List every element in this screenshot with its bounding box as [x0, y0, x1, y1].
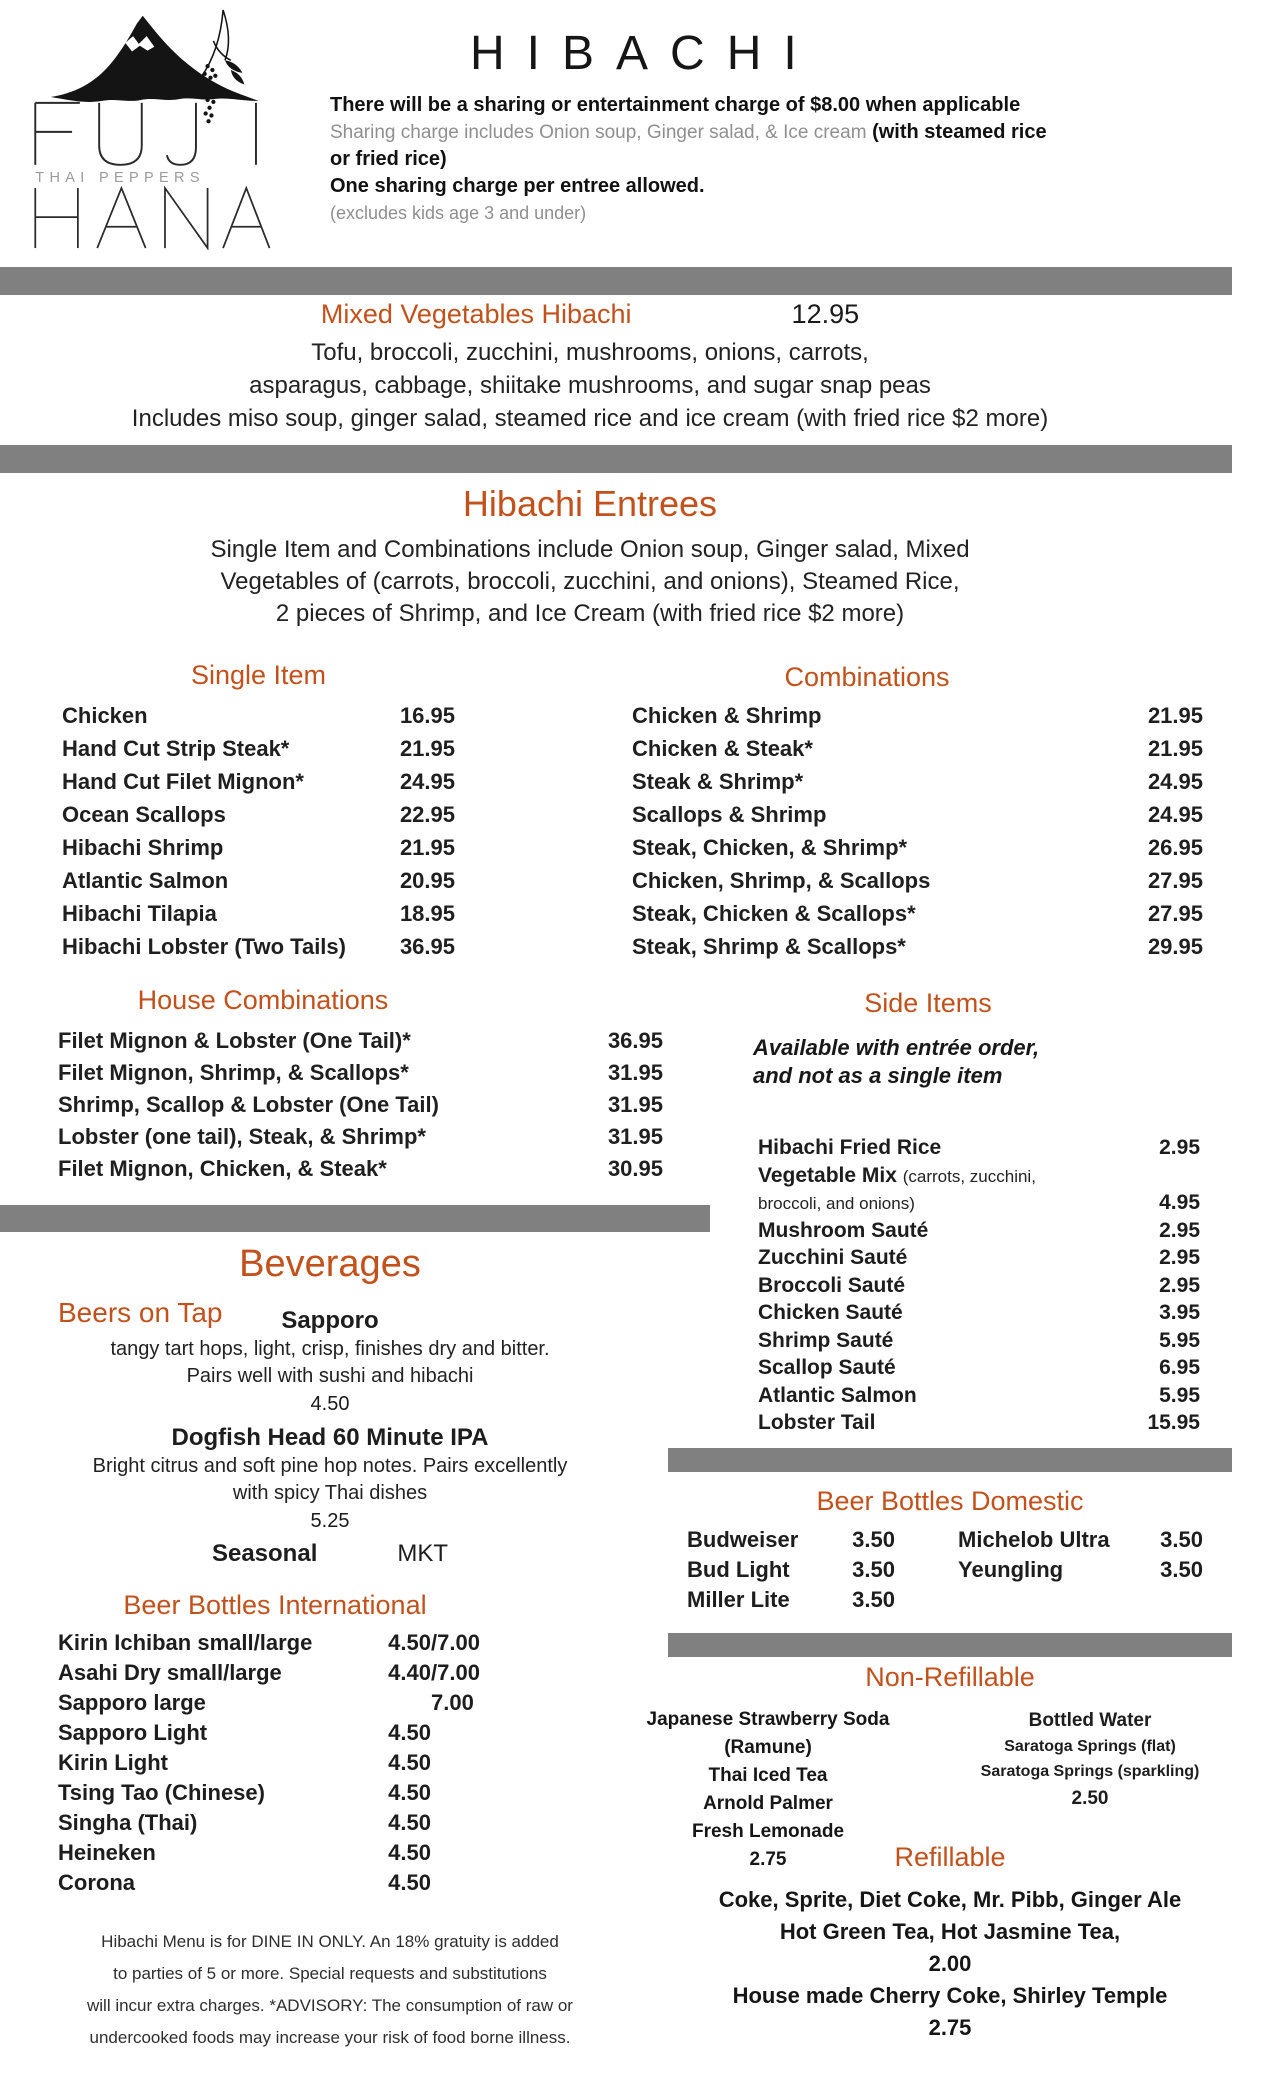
mixed-veg-description	[0, 336, 1180, 435]
drink-line: 2.75	[749, 1849, 787, 1870]
item-name: Filet Mignon & Lobster (One Tail)*	[58, 1028, 411, 1053]
logo-hana-letters	[35, 188, 269, 248]
menu-item-row	[758, 1246, 1200, 1274]
drink-line: Coke, Sprite, Diet Coke, Mr. Pibb, Ginger Ale	[718, 1887, 1182, 1912]
beer-bottles-domestic-heading: Beer Bottles Domestic	[816, 1486, 1084, 1516]
refillable-heading: Refillable	[894, 1842, 1006, 1872]
beer-price: 5.25	[310, 1510, 350, 1532]
single-item-list	[62, 703, 455, 967]
item-price: 24.95	[1147, 802, 1203, 827]
side-items-list	[758, 1136, 1200, 1439]
item-name: Shrimp Sauté	[758, 1328, 894, 1352]
item-name: Chicken Sauté	[758, 1301, 903, 1324]
item-name: Sapporo Light	[58, 1720, 208, 1745]
logo-thai-peppers: THAI PEPPERS	[35, 170, 205, 187]
beer-description: Bright citrus and soft pine hop notes. Pairs excellently	[92, 1455, 568, 1477]
item-price: 18.95	[399, 901, 455, 926]
non-refillable-col2	[955, 1708, 1225, 1810]
item-price: 2.95	[1159, 1246, 1200, 1269]
item-detail: broccoli, and onions)	[758, 1194, 915, 1213]
fuji-hana-logo-art	[22, 8, 277, 250]
menu-item-row	[58, 1840, 495, 1870]
item-price: 2.95	[1159, 1218, 1200, 1242]
item-price: 26.95	[1147, 835, 1203, 860]
item-price: 5.95	[1159, 1328, 1200, 1352]
international-beer-list	[58, 1630, 495, 1900]
item-name: Budweiser	[687, 1527, 799, 1552]
menu-item-row	[632, 769, 1203, 802]
beer-price: MKT	[397, 1540, 449, 1567]
beers-on-tap-list	[0, 1306, 660, 1568]
item-name: Filet Mignon, Shrimp, & Scallops*	[58, 1060, 409, 1085]
beer-description: with spicy Thai dishes	[232, 1482, 428, 1504]
item-price: 3.50	[1160, 1557, 1203, 1582]
item-price: 24.95	[399, 769, 455, 794]
divider-bar-entrees	[0, 445, 1232, 473]
combinations-heading: Combinations	[784, 662, 950, 692]
divider-bar-domestic-bottom	[668, 1633, 1232, 1657]
menu-item-row	[687, 1587, 895, 1617]
drink-line: House made Cherry Coke, Shirley Temple	[732, 1983, 1168, 2008]
item-price: 29.95	[1147, 934, 1203, 959]
menu-item-row	[632, 901, 1203, 934]
drink-line: Saratoga Springs (flat)	[1004, 1738, 1176, 1755]
menu-item-row	[62, 703, 455, 736]
item-name: Broccoli Sauté	[758, 1273, 906, 1297]
item-name: Hibachi Tilapia	[62, 901, 217, 926]
domestic-beer-col2	[958, 1527, 1203, 1587]
beer-name: Dogfish Head 60 Minute IPA	[171, 1424, 489, 1451]
item-name: Chicken & Shrimp	[632, 703, 822, 728]
divider-bar-domestic-top	[668, 1448, 1232, 1472]
item-price: 22.95	[399, 802, 455, 827]
item-price: 21.95	[1147, 736, 1203, 761]
footer-line: will incur extra charges. *ADVISORY: The consumption of raw or	[87, 1996, 573, 2015]
menu-item-row	[632, 868, 1203, 901]
description-line: Vegetables of (carrots, broccoli, zucchini, and onions), Steamed Rice,	[220, 568, 960, 595]
item-name: Lobster Tail	[758, 1411, 876, 1434]
item-price-small: 4.40	[388, 1660, 431, 1685]
item-price: 3.50	[852, 1587, 895, 1612]
menu-item-row	[758, 1191, 1200, 1219]
item-price: 36.95	[399, 934, 455, 959]
item-name: Yeungling	[958, 1557, 1064, 1582]
item-price: 4.95	[1159, 1191, 1200, 1214]
sharing-includes-line: Sharing charge includes Onion soup, Ginger salad, & Ice cream (with steamed rice or fried rice)	[330, 121, 1047, 170]
item-price: 6.95	[1159, 1356, 1200, 1379]
item-name: Ocean Scallops	[62, 802, 226, 827]
beer-bottles-international-heading: Beer Bottles International	[123, 1590, 427, 1620]
item-name: Steak, Shrimp & Scallops*	[632, 934, 906, 959]
seasonal-beer-row	[0, 1540, 660, 1568]
item-price-large: 7.00	[431, 1690, 474, 1715]
item-name: Filet Mignon, Chicken, & Steak*	[58, 1156, 387, 1181]
menu-item-row	[758, 1219, 1200, 1247]
beer-description: Pairs well with sushi and hibachi	[186, 1365, 474, 1387]
description-line: Tofu, broccoli, zucchini, mushrooms, onions, carrots,	[311, 339, 869, 366]
drink-line: 2.00	[928, 1951, 972, 1976]
description-line: Single Item and Combinations include Onion soup, Ginger salad, Mixed	[210, 536, 970, 563]
item-name: Heineken	[58, 1840, 156, 1865]
menu-item-row	[632, 934, 1203, 967]
menu-item-row	[632, 835, 1203, 868]
description-line: asparagus, cabbage, shiitake mushrooms, and sugar snap peas	[249, 372, 931, 399]
divider-bar-top	[0, 267, 1232, 295]
item-name: Singha (Thai)	[58, 1810, 198, 1835]
item-price-small: 4.50	[388, 1720, 431, 1745]
drink-line: Japanese Strawberry Soda (Ramune)	[646, 1709, 890, 1758]
menu-item-row	[58, 1690, 495, 1720]
description-line: 2 pieces of Shrimp, and Ice Cream (with fried rice $2 more)	[275, 600, 905, 627]
beer-description: tangy tart hops, light, crisp, finishes dry and bitter.	[110, 1338, 550, 1360]
drink-line: Fresh Lemonade	[691, 1821, 845, 1842]
logo-fuji-letters	[35, 103, 256, 165]
item-name: Kirin Ichiban small/large	[58, 1630, 313, 1655]
non-refillable-heading: Non-Refillable	[865, 1662, 1035, 1692]
item-price-small: 4.50	[388, 1840, 431, 1865]
entrees-description	[0, 534, 1180, 630]
blossom-branch-icon	[201, 10, 231, 78]
item-price: 31.95	[607, 1060, 663, 1085]
item-price: 3.50	[1160, 1527, 1203, 1552]
house-combinations-list	[58, 1028, 663, 1188]
item-name: Steak & Shrimp*	[632, 769, 804, 794]
description-line: Includes miso soup, ginger salad, steamed rice and ice cream (with fried rice $2 more)	[131, 405, 1049, 432]
item-price-small: 4.50	[388, 1750, 431, 1775]
menu-item-row	[758, 1164, 1200, 1192]
tap-beer-entry	[0, 1423, 660, 1535]
item-name: Atlantic Salmon	[758, 1383, 917, 1407]
menu-item-row	[58, 1780, 495, 1810]
menu-item-row	[758, 1356, 1200, 1384]
item-price: 21.95	[399, 736, 455, 761]
item-price: 2.95	[1159, 1273, 1200, 1297]
menu-item-row	[62, 769, 455, 802]
single-item-heading: Single Item	[190, 660, 327, 690]
menu-item-row	[58, 1810, 495, 1840]
one-charge-line: One sharing charge per entree allowed.	[330, 175, 705, 197]
drink-line: Saratoga Springs (sparkling)	[980, 1763, 1200, 1780]
side-items-note: Available with entrée order, and not as a single item	[753, 1035, 1040, 1088]
footer-line: to parties of 5 or more. Special requests and substitutions	[113, 1964, 547, 1983]
menu-item-row	[58, 1870, 495, 1900]
item-price: 21.95	[1147, 703, 1203, 728]
item-name: Zucchini Sauté	[758, 1246, 908, 1269]
item-name: Hibachi Lobster (Two Tails)	[62, 934, 346, 959]
item-name: Shrimp, Scallop & Lobster (One Tail)	[58, 1092, 439, 1117]
item-name: Michelob Ultra	[958, 1527, 1110, 1552]
menu-item-row	[58, 1720, 495, 1750]
side-items-heading: Side Items	[864, 988, 992, 1018]
item-price: 21.95	[399, 835, 455, 860]
restaurant-logo	[22, 8, 277, 250]
drink-price: 2.50	[1071, 1788, 1109, 1809]
footer-disclaimer	[30, 1926, 630, 2054]
item-name: Vegetable Mix	[758, 1163, 903, 1187]
item-name: Miller Lite	[687, 1587, 790, 1612]
item-price: 20.95	[399, 868, 455, 893]
beer-name: Seasonal	[211, 1540, 318, 1567]
mixed-veg-title: Mixed Vegetables Hibachi	[320, 299, 632, 329]
menu-item-row	[958, 1557, 1203, 1587]
item-price: 3.50	[852, 1557, 895, 1582]
menu-item-row	[58, 1060, 663, 1092]
menu-item-row	[758, 1384, 1200, 1412]
sharing-charge-line: There will be a sharing or entertainment charge of $8.00 when applicable	[330, 94, 1021, 116]
beers-on-tap-heading: Beers on Tap	[58, 1297, 223, 1328]
item-price: 16.95	[399, 703, 455, 728]
item-name: Hand Cut Filet Mignon*	[62, 769, 304, 794]
item-name: Tsing Tao (Chinese)	[58, 1780, 265, 1805]
entrees-heading: Hibachi Entrees	[462, 483, 718, 524]
item-name: Kirin Light	[58, 1750, 168, 1775]
refillable-list	[668, 1884, 1232, 2044]
item-price-small: 4.50	[388, 1810, 431, 1835]
menu-item-row	[632, 703, 1203, 736]
item-name: Hand Cut Strip Steak*	[62, 736, 290, 761]
item-price-small: 4.50	[388, 1870, 431, 1895]
sharing-charge-notes	[330, 92, 1050, 226]
item-name: Scallops & Shrimp	[632, 802, 827, 827]
item-price: 24.95	[1147, 769, 1203, 794]
menu-item-row	[58, 1092, 663, 1124]
item-name: Hibachi Shrimp	[62, 835, 224, 860]
combinations-list	[632, 703, 1203, 967]
page-title: HIBACHI	[470, 27, 819, 80]
item-name: Chicken	[62, 703, 148, 728]
item-price: 31.95	[607, 1124, 663, 1149]
menu-item-row	[758, 1329, 1200, 1357]
menu-item-row	[58, 1156, 663, 1188]
menu-item-row	[758, 1301, 1200, 1329]
item-name: Steak, Chicken & Scallops*	[632, 901, 916, 926]
item-name: Asahi Dry small/large	[58, 1660, 282, 1685]
drink-line: Hot Green Tea, Hot Jasmine Tea,	[779, 1919, 1121, 1944]
house-combinations-heading: House Combinations	[137, 985, 389, 1015]
item-name: Chicken, Shrimp, & Scallops	[632, 868, 931, 893]
menu-item-row	[62, 802, 455, 835]
item-name: Chicken & Steak*	[632, 736, 813, 761]
menu-item-row	[58, 1124, 663, 1156]
item-name: Steak, Chicken, & Shrimp*	[632, 835, 908, 860]
menu-item-row	[62, 736, 455, 769]
menu-item-row	[58, 1028, 663, 1060]
item-price: 30.95	[607, 1156, 663, 1181]
item-price: 2.95	[1159, 1136, 1200, 1159]
beer-price: 4.50	[310, 1393, 350, 1415]
item-price: 36.95	[607, 1028, 663, 1053]
item-name: Atlantic Salmon	[62, 868, 229, 893]
menu-item-row	[62, 868, 455, 901]
menu-item-row	[687, 1557, 895, 1587]
menu-item-row	[632, 736, 1203, 769]
item-name: Corona	[58, 1870, 135, 1895]
drink-line: Bottled Water	[1028, 1710, 1152, 1731]
menu-item-row	[62, 901, 455, 934]
item-price: 3.95	[1159, 1301, 1200, 1324]
menu-item-row	[958, 1527, 1203, 1557]
mixed-vegetables-section	[0, 299, 1180, 435]
divider-bar-beverages	[0, 1205, 710, 1232]
item-name: Mushroom Sauté	[758, 1218, 929, 1242]
menu-item-row	[62, 835, 455, 868]
mixed-veg-price: 12.95	[791, 299, 860, 329]
menu-item-row	[58, 1660, 495, 1690]
item-price: 31.95	[607, 1092, 663, 1117]
item-name: Sapporo large	[58, 1690, 206, 1715]
beverages-heading: Beverages	[239, 1243, 421, 1285]
menu-item-row	[58, 1750, 495, 1780]
item-price: 15.95	[1147, 1411, 1200, 1434]
footer-line: undercooked foods may increase your risk of food borne illness.	[89, 2028, 571, 2047]
beer-name: Sapporo	[281, 1307, 379, 1334]
menu-item-row	[62, 934, 455, 967]
item-price-small: 4.50	[388, 1780, 431, 1805]
item-price: 27.95	[1147, 868, 1203, 893]
menu-item-row	[758, 1136, 1200, 1164]
item-price: 3.50	[852, 1527, 895, 1552]
menu-item-row	[758, 1274, 1200, 1302]
item-price-large: /7.00	[431, 1660, 480, 1685]
domestic-beer-col1	[687, 1527, 895, 1617]
item-name: Hibachi Fried Rice	[758, 1136, 942, 1159]
menu-item-row	[632, 802, 1203, 835]
item-name: Scallop Sauté	[758, 1356, 896, 1379]
menu-item-row	[58, 1630, 495, 1660]
drink-line: 2.75	[928, 2015, 972, 2040]
menu-item-row	[758, 1411, 1200, 1439]
item-price-large: /7.00	[431, 1630, 480, 1655]
item-price: 27.95	[1147, 901, 1203, 926]
tap-beer-entry	[0, 1306, 660, 1418]
item-detail: (carrots, zucchini,	[902, 1166, 1036, 1186]
item-name: Bud Light	[687, 1557, 790, 1582]
drink-line: Arnold Palmer	[703, 1793, 833, 1814]
drink-line: Thai Iced Tea	[708, 1765, 828, 1786]
item-name: Lobster (one tail), Steak, & Shrimp*	[58, 1124, 426, 1149]
excludes-kids-line: (excludes kids age 3 and under)	[330, 203, 587, 223]
item-price-small: 4.50	[388, 1630, 431, 1655]
footer-line: Hibachi Menu is for DINE IN ONLY. An 18% gratuity is added	[101, 1932, 559, 1951]
menu-item-row	[687, 1527, 895, 1557]
item-price: 5.95	[1159, 1383, 1200, 1407]
